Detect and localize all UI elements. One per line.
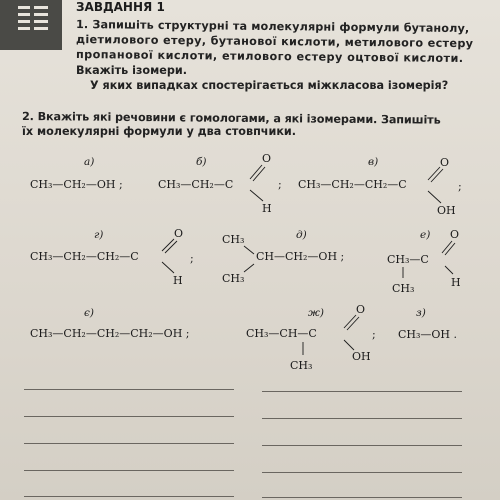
- formula-e-bottom: CH₃: [392, 282, 415, 295]
- answer-line-left[interactable]: [24, 443, 234, 444]
- formula-v-sep: ;: [458, 180, 462, 193]
- answer-line-left[interactable]: [24, 389, 234, 390]
- formula-g-bond: [162, 262, 174, 273]
- task1-line: пропанової кислоти, етилового естеру оцтової кислоти.: [75, 48, 464, 66]
- formula-d-bottom: CH₃: [222, 272, 245, 285]
- formula-b-bond: [250, 190, 263, 201]
- formula-g-sep: ;: [190, 252, 194, 265]
- formula-b-sep: ;: [278, 178, 282, 191]
- label-d: д): [296, 229, 307, 241]
- formula-ye: CH₃—CH₂—CH₂—CH₂—OH ;: [30, 327, 190, 340]
- formula-d-chain: CH—CH₂—OH ;: [256, 250, 345, 263]
- formula-zh-sep: ;: [372, 328, 376, 341]
- formula-b-chain: CH₃—CH₂—C: [158, 178, 234, 191]
- label-g: г): [94, 229, 104, 241]
- formula-e-double-bond: [442, 241, 452, 253]
- task1-line: діетилового етеру, бутанової кислоти, метилового естеру: [75, 33, 474, 51]
- formula-v-oh: OH: [437, 204, 456, 217]
- label-zh: ж): [308, 307, 325, 319]
- formula-g-double-bond: [165, 241, 177, 253]
- answer-line-left[interactable]: [24, 416, 234, 417]
- formula-e-chain: CH₃—C: [387, 253, 429, 266]
- formula-z: CH₃—OH .: [398, 328, 458, 341]
- task2-line: їх молекулярні формули у два стовпчики.: [22, 125, 297, 139]
- answer-line-left[interactable]: [24, 470, 234, 471]
- answer-line-right[interactable]: [262, 418, 462, 419]
- task1-line: У яких випадках спостерігається міжкласова ізомерія?: [90, 78, 449, 92]
- task1-line: 1. Запишіть структурні та молекулярні формули бутанолу,: [75, 18, 470, 36]
- answer-line-right[interactable]: [262, 497, 462, 498]
- formula-e-double-bond: [445, 243, 455, 255]
- formula-v-double-bond: [428, 167, 440, 180]
- formula-d-top: CH₃: [222, 233, 245, 246]
- formula-a: CH₃—CH₂—OH ;: [30, 178, 123, 191]
- label-e: е): [420, 229, 431, 241]
- answer-line-right[interactable]: [262, 391, 462, 392]
- formula-zh-oxygen: O: [356, 303, 366, 316]
- formula-zh-bottom: CH₃: [290, 359, 313, 372]
- answer-line-right[interactable]: [262, 472, 462, 473]
- label-v: в): [368, 156, 379, 168]
- task1-line: Вкажіть ізомери.: [76, 63, 187, 77]
- formula-zh-bond: [344, 340, 354, 350]
- formula-d-bond: [244, 264, 254, 272]
- task2-line: 2. Вкажіть які речовини є гомологами, а які ізомерами. Запишіть: [21, 110, 441, 127]
- formula-g-oxygen: O: [174, 227, 184, 240]
- formula-g-hydrogen: H: [173, 274, 183, 287]
- answer-line-left[interactable]: [24, 496, 234, 497]
- answer-line-right[interactable]: [262, 445, 462, 446]
- label-a: а): [84, 156, 95, 168]
- formula-b-oxygen: O: [262, 152, 272, 165]
- formula-v-oxygen: O: [440, 156, 450, 169]
- formula-v-double-bond: [431, 169, 443, 182]
- formula-b-hydrogen: H: [262, 202, 272, 215]
- label-z: з): [416, 307, 426, 319]
- formula-e-bond: [445, 266, 453, 274]
- formula-e-oxygen: O: [450, 228, 460, 241]
- label-b: б): [196, 156, 207, 168]
- formula-d-bond: [244, 246, 254, 254]
- label-ye: є): [84, 307, 94, 319]
- formula-e-hydrogen: H: [451, 276, 461, 289]
- task-heading: ЗАВДАННЯ 1: [76, 0, 165, 14]
- formula-g-double-bond: [162, 239, 174, 251]
- formula-zh-double-bond: [344, 315, 356, 328]
- formula-zh-oh: OH: [352, 350, 371, 363]
- formula-g-chain: CH₃—CH₂—CH₂—C: [30, 250, 139, 263]
- formula-zh-double-bond: [347, 317, 359, 330]
- formula-zh-chain: CH₃—CH—C: [246, 327, 317, 340]
- formula-v-bond: [428, 191, 441, 203]
- formula-v-chain: CH₃—CH₂—CH₂—C: [298, 178, 407, 191]
